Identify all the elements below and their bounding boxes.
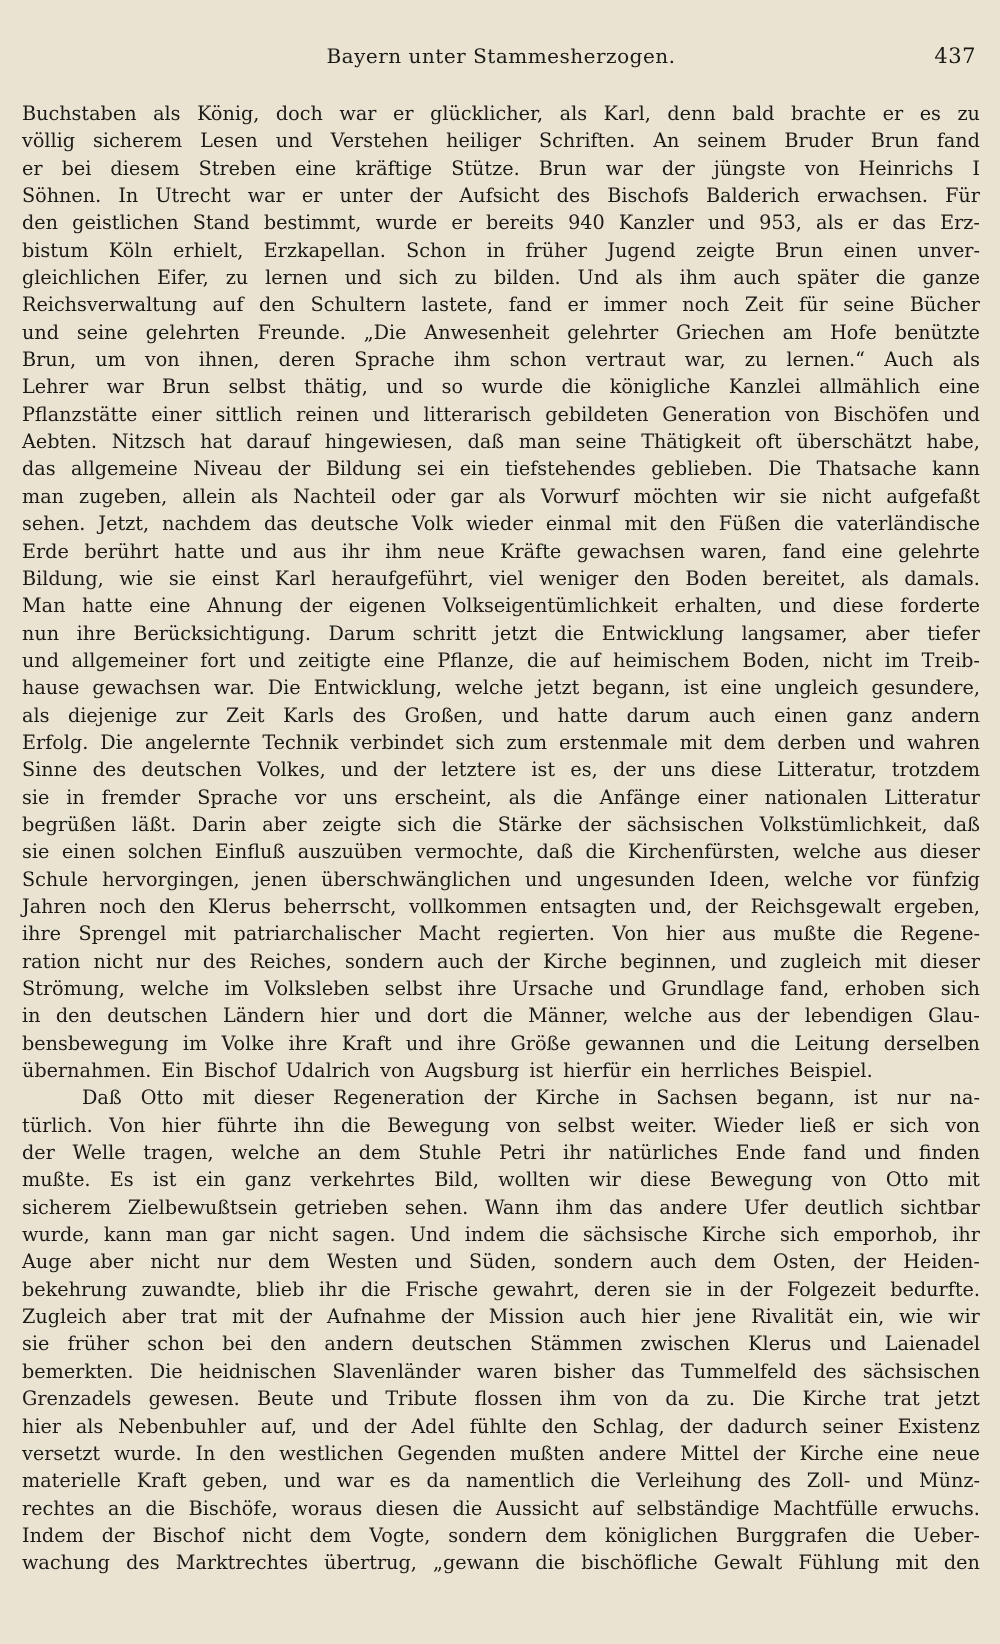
page-header xyxy=(22,38,980,78)
text-line: der Welle tragen, welche an dem Stuhle Petri ihr natürliches Ende fand und finden xyxy=(22,1141,980,1165)
text-line: wurde, kann man gar nicht sagen. Und indem die sächsische Kirche sich emporhob, ihr xyxy=(22,1223,980,1247)
text-line: mußte. Es ist ein ganz verkehrtes Bild, wollten wir diese Bewegung von Otto mit xyxy=(22,1168,980,1192)
text-line: als diejenige zur Zeit Karls des Großen, und hatte darum auch einen ganz andern xyxy=(22,703,980,727)
text-line: übernahmen. Ein Bischof Udalrich von Augsburg ist hierfür ein herrliches Beispiel. xyxy=(22,1059,873,1083)
text-line: Sinne des deutschen Volkes, und der letztere ist es, der uns diese Litteratur, trotzdem xyxy=(22,758,980,782)
text-line: sie früher schon bei den andern deutschen Stämmen zwischen Klerus und Laienadel xyxy=(22,1332,980,1356)
text-line: bemerkten. Die heidnischen Slavenländer waren bisher das Tummelfeld des sächsischen xyxy=(22,1359,980,1383)
text-line: das allgemeine Niveau der Bildung sei ein tiefstehendes geblieben. Die Thatsache kann xyxy=(22,457,980,481)
text-line: hier als Nebenbuhler auf, und der Adel fühlte den Schlag, der dadurch seiner Existenz xyxy=(22,1414,980,1438)
text-line: Söhnen. In Utrecht war er unter der Aufsicht des Bischofs Balderich erwachsen. Für xyxy=(22,184,980,208)
text-line: türlich. Von hier führte ihn die Bewegung von selbst weiter. Wieder ließ er sich von xyxy=(22,1113,980,1137)
text-line: Schule hervorgingen, jenen überschwänglichen und ungesunden Ideen, welche vor fünfzig xyxy=(22,867,980,891)
text-line: sie einen solchen Einfluß auszuüben vermochte, daß die Kirchenfürsten, welche aus dieser xyxy=(22,840,980,864)
text-line: und seine gelehrten Freunde. „Die Anwesenheit gelehrter Griechen am Hofe benützte xyxy=(22,320,980,344)
text-line: bekehrung zuwandte, blieb ihr die Frische gewahrt, deren sie in der Folgezeit bedurfte. xyxy=(22,1277,980,1301)
text-line: man zugeben, allein als Nachteil oder gar als Vorwurf möchten wir sie nicht aufgefaßt xyxy=(22,484,980,508)
text-line: Buchstaben als König, doch war er glücklicher, als Karl, denn bald brachte er es zu xyxy=(22,102,980,125)
text-line: hause gewachsen war. Die Entwicklung, welche jetzt begann, ist eine ungleich gesundere, xyxy=(22,676,980,700)
text-line: er bei diesem Streben eine kräftige Stütze. Brun war der jüngste von Heinrichs I xyxy=(22,156,980,180)
text-line: Brun, um von ihnen, deren Sprache ihm schon vertraut war, zu lernen.“ Auch als xyxy=(22,348,980,372)
text-line: versetzt wurde. In den westlichen Gegenden mußten andere Mittel der Kirche eine neue xyxy=(22,1441,980,1465)
text-line: und allgemeiner fort und zeitigte eine Pflanze, die auf heimischem Boden, nicht im Treib- xyxy=(22,648,980,672)
text-line: Reichsverwaltung auf den Schultern lastete, fand er immer noch Zeit für seine Bücher xyxy=(22,293,980,317)
text-line: Grenzadels gewesen. Beute und Tribute flossen ihm von da zu. Die Kirche trat jetzt xyxy=(22,1387,980,1411)
text-line: den geistlichen Stand bestimmt, wurde er bereits 940 Kanzler und 953, als er das Erz- xyxy=(22,211,980,235)
text-line: Jahren noch den Klerus beherrscht, vollkommen entsagten und, der Reichsgewalt ergeben, xyxy=(22,894,980,918)
text-line: wachung des Marktrechtes übertrug, „gewann die bischöfliche Gewalt Fühlung mit den xyxy=(22,1551,980,1575)
text-line: völlig sicherem Lesen und Verstehen heiliger Schriften. An seinem Bruder Brun fand xyxy=(22,129,980,153)
body-text xyxy=(22,100,980,1577)
text-line: Zugleich aber trat mit der Aufnahme der Mission auch hier jene Rivalität ein, wie wir xyxy=(22,1305,980,1329)
text-line: nun ihre Berücksichtigung. Darum schritt jetzt die Entwicklung langsamer, aber tiefer xyxy=(22,621,980,645)
page-number: 437 xyxy=(934,44,976,68)
text-line: in den deutschen Ländern hier und dort die Männer, welche aus der lebendigen Glau- xyxy=(22,1004,980,1028)
text-line: Bildung, wie sie einst Karl heraufgeführt, viel weniger den Boden bereitet, als damals. xyxy=(22,566,980,590)
text-line: Auge aber nicht nur dem Westen und Süden, sondern auch dem Osten, der Heiden- xyxy=(22,1250,980,1274)
text-line: begrüßen läßt. Darin aber zeigte sich die Stärke der sächsischen Volkstümlichkeit, daß xyxy=(22,812,980,836)
text-line: Daß Otto mit dieser Regeneration der Kirche in Sachsen begann, ist nur na- xyxy=(82,1086,980,1110)
text-line: sicherem Zielbewußtsein getrieben sehen. Wann ihm das andere Ufer deutlich sichtbar xyxy=(22,1195,980,1219)
text-line: bensbewegung im Volke ihre Kraft und ihre Größe gewannen und die Leitung derselben xyxy=(22,1031,980,1055)
text-line: Erde berührt hatte und aus ihr ihm neue Kräfte gewachsen waren, fand eine gelehrte xyxy=(22,539,980,563)
text-line: Lehrer war Brun selbst thätig, und so wurde die königliche Kanzlei allmählich eine xyxy=(22,375,980,399)
text-line: gleichlichen Eifer, zu lernen und sich zu bilden. Und als ihm auch später die ganze xyxy=(22,266,980,290)
text-line: bistum Köln erhielt, Erzkapellan. Schon in früher Jugend zeigte Brun einen unver- xyxy=(22,238,980,262)
text-line: Strömung, welche im Volksleben selbst ihre Ursache und Grundlage fand, erhoben sich xyxy=(22,977,980,1000)
text-line: rechtes an die Bischöfe, woraus diesen die Aussicht auf selbständige Machtfülle erwuchs. xyxy=(22,1496,980,1520)
text-line: sehen. Jetzt, nachdem das deutsche Volk wieder einmal mit den Füßen die vaterländische xyxy=(22,512,980,536)
text-line: Indem der Bischof nicht dem Vogte, sondern dem königlichen Burggrafen die Ueber- xyxy=(22,1523,980,1547)
text-line: Aebten. Nitzsch hat darauf hingewiesen, daß man seine Thätigkeit oft überschätzt habe, xyxy=(22,430,980,454)
text-line: Erfolg. Die angelernte Technik verbindet sich zum erstenmale mit dem derben und wahren xyxy=(22,730,980,754)
text-line: sie in fremder Sprache vor uns erscheint, als die Anfänge einer nationalen Litteratur xyxy=(22,785,980,809)
text-line: materielle Kraft geben, und war es da namentlich die Verleihung des Zoll- und Münz- xyxy=(22,1469,980,1493)
text-line: ration nicht nur des Reiches, sondern auch der Kirche beginnen, und zugleich mit dieser xyxy=(22,949,980,973)
running-title: Bayern unter Stammesherzogen. xyxy=(326,44,676,68)
text-line: Pflanzstätte einer sittlich reinen und litterarisch gebildeten Generation von Bischöfen und xyxy=(22,402,980,426)
text-line: Man hatte eine Ahnung der eigenen Volkseigentümlichkeit erhalten, und diese forderte xyxy=(22,594,980,618)
text-line: ihre Sprengel mit patriarchalischer Macht regierten. Von hier aus mußte die Regene- xyxy=(22,922,980,946)
